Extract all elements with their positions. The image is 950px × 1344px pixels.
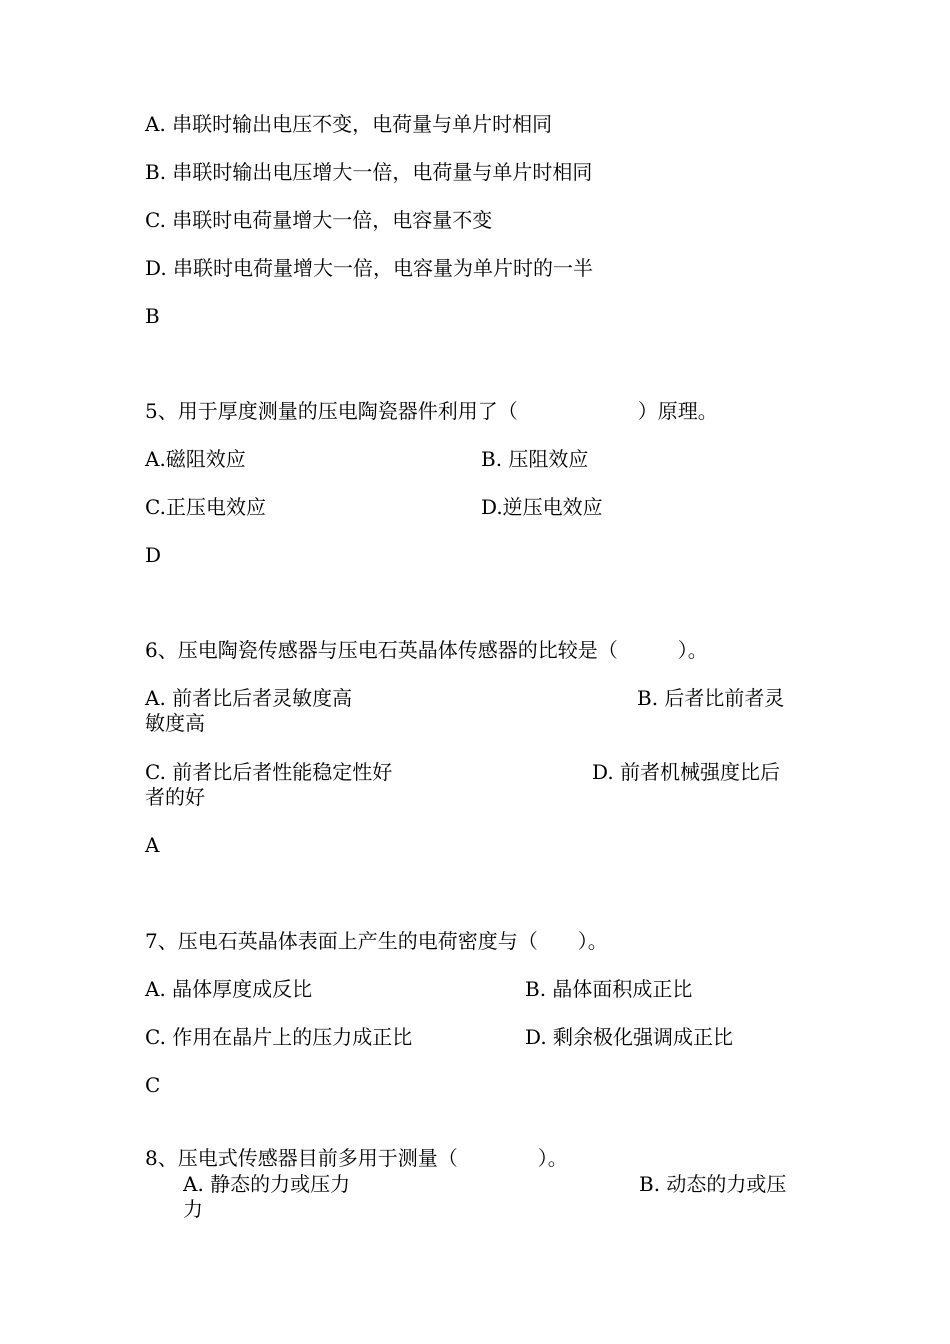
q6-option-b-wrap: 敏度高 xyxy=(145,711,205,735)
q7-option-d: D. 剩余极化强调成正比 xyxy=(525,1025,734,1049)
q7-answer: C xyxy=(145,1073,161,1097)
q4-option-b: B. 串联时输出电压增大一倍，电荷量与单片时相同 xyxy=(145,160,593,184)
q6-question: 6、压电陶瓷传感器与压电石英晶体传感器的比较是（ ）。 xyxy=(145,638,708,662)
q6-answer: A xyxy=(145,833,160,857)
q4-answer: B xyxy=(145,304,160,328)
q8-option-a: A. 静态的力或压力 xyxy=(183,1172,351,1196)
q4-option-c: C. 串联时电荷量增大一倍，电容量不变 xyxy=(145,208,493,232)
q5-option-a: A.磁阻效应 xyxy=(145,447,246,471)
q7-option-c: C. 作用在晶片上的压力成正比 xyxy=(145,1025,413,1049)
q4-option-a: A. 串联时输出电压不变，电荷量与单片时相同 xyxy=(145,112,553,136)
q6-option-c: C. 前者比后者性能稳定性好 xyxy=(145,760,393,784)
q5-option-b: B. 压阻效应 xyxy=(481,447,589,471)
q5-option-c: C.正压电效应 xyxy=(145,495,266,519)
q4-option-d: D. 串联时电荷量增大一倍，电容量为单片时的一半 xyxy=(145,256,594,280)
q5-option-d: D.逆压电效应 xyxy=(481,495,603,519)
q8-option-b-wrap: 力 xyxy=(183,1197,203,1221)
q6-option-b: B. 后者比前者灵 xyxy=(637,686,785,710)
q7-option-a: A. 晶体厚度成反比 xyxy=(145,977,313,1001)
q8-question: 8、压电式传感器目前多用于测量（ ）。 xyxy=(145,1146,568,1170)
q5-answer: D xyxy=(145,543,162,567)
q6-option-d: D. 前者机械强度比后 xyxy=(592,760,781,784)
q5-question: 5、用于厚度测量的压电陶瓷器件利用了（ ）原理。 xyxy=(145,399,718,423)
q7-option-b: B. 晶体面积成正比 xyxy=(525,977,693,1001)
q6-option-a: A. 前者比后者灵敏度高 xyxy=(145,686,353,710)
q6-option-d-wrap: 者的好 xyxy=(145,785,205,809)
q8-option-b: B. 动态的力或压 xyxy=(639,1172,787,1196)
q7-question: 7、压电石英晶体表面上产生的电荷密度与（ ）。 xyxy=(145,929,608,953)
